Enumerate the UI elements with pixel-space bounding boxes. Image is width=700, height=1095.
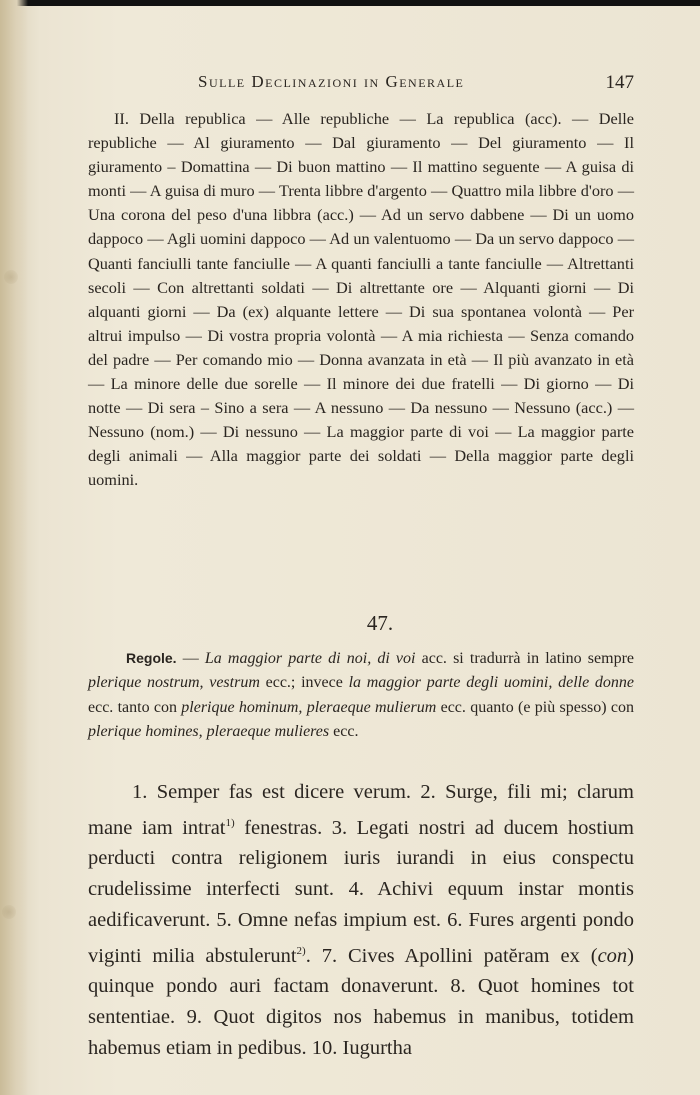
exercise-text: II. Della republica — Alle republiche — La republica (acc). — Delle republiche — Al giuramento — Dal giuramento — Del giuramento — Il giuramento – Domattina — Di buon mattino — Il mattino seguente — A guisa di monti — A guisa di muro — Trenta libbre d'argento — Quattro mila libbre d'oro — Una corona del peso d'una libbra (acc.) — Ad un servo dabbene — Di un uomo dappoco — Agli uomini dappoco — Ad un valentuomo — Da un servo dappoco — Quanti fanciulli tante fanciulle — A quanti fanciulli a tante fanciulle — Altrettanti secoli — Con altrettanti soldati — Di altrettante ore — Alquanti giorni — Di alquanti giorni — Da (ex) alquante lettere — Di sua spontanea volontà — Per altrui impulso — Di vostra propria volontà — A mia richiesta — Senza comando del padre — Per comando mio — Donna avanzata in età — Il più avanzato in età — La minore delle due sorelle — Il minore dei due fratelli — Di giorno — Di notte — Di sera – Sino a sera — A nessuno — Da nessuno — Nessuno (acc.) — Nessuno (nom.) — Di nessuno — La maggior parte di voi — La maggior parte degli animali — Alla maggior parte dei soldati — Della maggior parte degli uomini. [88, 109, 634, 490]
latin-text-3: . 7. Cives Apollini patĕram ex ( [305, 944, 598, 967]
rule-text-2: ecc.; invece [259, 674, 349, 692]
rule-italic-1: La maggior parte di noi, di voi [204, 650, 416, 667]
rule-italic-3: la maggior parte degli uomini, delle donne [348, 674, 635, 692]
footnote-mark-1: 1) [225, 816, 235, 829]
rule-text-3: ecc. tanto con [88, 698, 182, 716]
stain-mark [2, 905, 16, 919]
latin-text-4: ) quinque pondo auri factam donaverunt. 8. Quot homines tot sententiae. 9. Quot digitos nos habemus in manibus, totidem habemus etiam in pedibus. 10. Iugurtha [88, 944, 634, 1060]
latin-italic-con: con [597, 944, 628, 967]
rules-label: Regole. [126, 650, 177, 666]
stain-mark [4, 270, 18, 284]
latin-text-1: 1. Semper fas est dicere verum. 2. Surge, fili mi; clarum mane iam intrat [88, 781, 634, 839]
page-number: 147 [605, 72, 634, 93]
rule-text-4: ecc. quanto (e più spesso) con [436, 698, 634, 716]
rules-dash: — [176, 650, 205, 667]
rules-paragraph [88, 646, 634, 744]
rule-italic-4: plerique hominum, pleraeque mulierum [181, 698, 437, 716]
footnote-mark-2: 2) [296, 944, 306, 957]
rule-italic-5: plerique homines, pleraeque mulieres [88, 722, 330, 740]
page-gutter-shadow [0, 0, 28, 1095]
section-number: 47. [366, 611, 394, 635]
rule-text-5: ecc. [329, 722, 359, 740]
running-head: Sulle Declinazioni in Generale [198, 72, 465, 91]
latin-exercise-paragraph [88, 777, 634, 1064]
page-top-edge [0, 0, 700, 6]
rule-italic-2: plerique nostrum, vestrum [88, 674, 260, 692]
italian-exercise-paragraph [88, 107, 634, 493]
rule-text-1: acc. si tradurrà in latino sempre [415, 650, 635, 667]
latin-text-2: fenestras. 3. Legati nostri ad ducem hostium perducti contra religionem iuris iurandi in eius conspectu crudelissime interfecti sunt. 4. Achivi equum instar montis aedificaverunt. 5. Omne nefas impium est. 6. Fures argenti pondo viginti milia abstulerunt [88, 816, 634, 967]
